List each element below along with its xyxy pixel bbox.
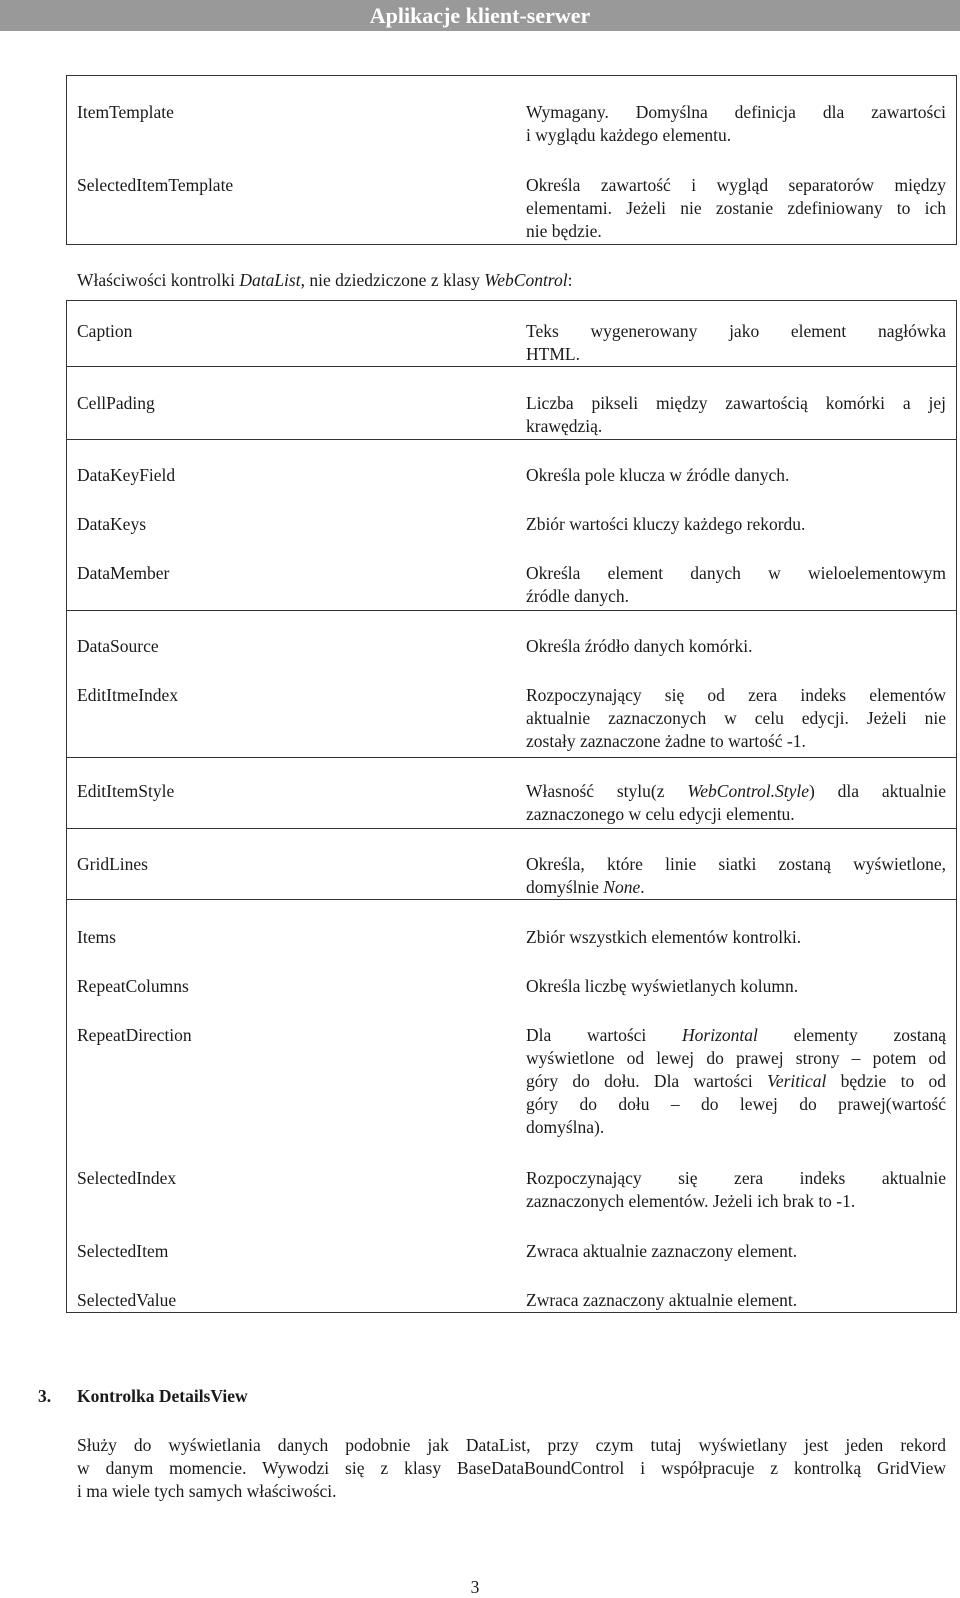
property-name: EditItemStyle bbox=[77, 781, 175, 801]
property-name: SelectedItemTemplate bbox=[77, 175, 234, 195]
property-name: Items bbox=[77, 927, 116, 947]
property-description: Określa element danych w wieloelementowym źródle danych. bbox=[526, 563, 946, 606]
row-divider bbox=[66, 899, 957, 900]
property-name: DataSource bbox=[77, 636, 159, 656]
table-border bbox=[66, 75, 67, 245]
section-heading bbox=[38, 1386, 248, 1407]
row-divider bbox=[66, 366, 957, 367]
property-description: Określa liczbę wyświetlanych kolumn. bbox=[526, 976, 799, 996]
property-description: Zwraca aktualnie zaznaczony element. bbox=[526, 1241, 798, 1261]
row-divider bbox=[66, 757, 957, 758]
property-description: Zbiór wszystkich elementów kontrolki. bbox=[526, 927, 802, 947]
table-border bbox=[66, 300, 67, 1313]
page-number: 3 bbox=[470, 1577, 480, 1597]
property-name: DataMember bbox=[77, 563, 170, 583]
property-description: Zbiór wartości kluczy każdego rekordu. bbox=[526, 514, 806, 534]
property-name: RepeatColumns bbox=[77, 976, 189, 996]
property-description: Określa, które linie siatki zostaną wyświetlone, domyślnie None. bbox=[526, 854, 946, 897]
table-border bbox=[956, 300, 957, 1313]
property-description: Określa źródło danych komórki. bbox=[526, 636, 753, 656]
section-title: Kontrolka DetailsView bbox=[77, 1386, 248, 1406]
table-caption: Właściwości kontrolki DataList, nie dziedziczone z klasy WebControl: bbox=[77, 270, 573, 290]
property-name: EditItmeIndex bbox=[77, 685, 179, 705]
property-description: Zwraca zaznaczony aktualnie element. bbox=[526, 1290, 798, 1310]
property-name: CellPading bbox=[77, 393, 155, 413]
property-description: Rozpoczynający się od zera indeks elementów aktualnie zaznaczonych w celu edycji. Jeżeli nie zostały zaznaczone żadne to wartość -1. bbox=[526, 685, 946, 751]
property-description: Wymagany. Domyślna definicja dla zawartości i wyglądu każdego elementu. bbox=[526, 102, 946, 145]
property-description: Rozpoczynający się zera indeks aktualnie zaznaczonych elementów. Jeżeli ich brak to -1. bbox=[526, 1168, 946, 1211]
property-name: SelectedIndex bbox=[77, 1168, 177, 1188]
property-name: DataKeys bbox=[77, 514, 147, 534]
property-description: Dla wartości Horizontal elementy zostaną wyświetlone od lewej do prawej strony – potem od góry do dołu. Dla wartości Veritical będzie to od góry do dołu – do lewej do prawej(wartość domyślna). bbox=[526, 1025, 946, 1137]
property-description: Liczba pikseli między zawartością komórki a jej krawędzią. bbox=[526, 393, 946, 436]
property-name: ItemTemplate bbox=[77, 102, 174, 122]
property-name: SelectedValue bbox=[77, 1290, 177, 1310]
row-divider bbox=[66, 828, 957, 829]
row-divider bbox=[66, 439, 957, 440]
property-name: RepeatDirection bbox=[77, 1025, 192, 1045]
property-description: Określa zawartość i wygląd separatorów między elementami. Jeżeli nie zostanie zdefiniowany to ich nie będzie. bbox=[526, 175, 946, 241]
table-border bbox=[66, 300, 957, 301]
document-header: Aplikacje klient-serwer bbox=[0, 0, 960, 31]
section-paragraph: Służy do wyświetlania danych podobnie jak DataList, przy czym tutaj wyświetlany jest jeden rekord w danym momencie. Wywodzi się z klasy BaseDataBoundControl i współpracuje z kontrolką GridView i ma wiele tych samych właściwości. bbox=[77, 1435, 946, 1501]
property-name: GridLines bbox=[77, 854, 148, 874]
property-name: DataKeyField bbox=[77, 465, 176, 485]
table-border bbox=[66, 75, 957, 76]
section-number: 3. bbox=[38, 1386, 52, 1406]
property-description: Własność stylu(z WebControl.Style) dla aktualnie zaznaczonego w celu edycji elementu. bbox=[526, 781, 946, 824]
table-border bbox=[66, 1312, 957, 1313]
property-description: Teks wygenerowany jako element nagłówka HTML. bbox=[526, 321, 946, 364]
table-border bbox=[956, 75, 957, 245]
table-border bbox=[66, 244, 957, 245]
property-name: Caption bbox=[77, 321, 133, 341]
property-description: Określa pole klucza w źródle danych. bbox=[526, 465, 790, 485]
property-name: SelectedItem bbox=[77, 1241, 169, 1261]
row-divider bbox=[66, 610, 957, 611]
